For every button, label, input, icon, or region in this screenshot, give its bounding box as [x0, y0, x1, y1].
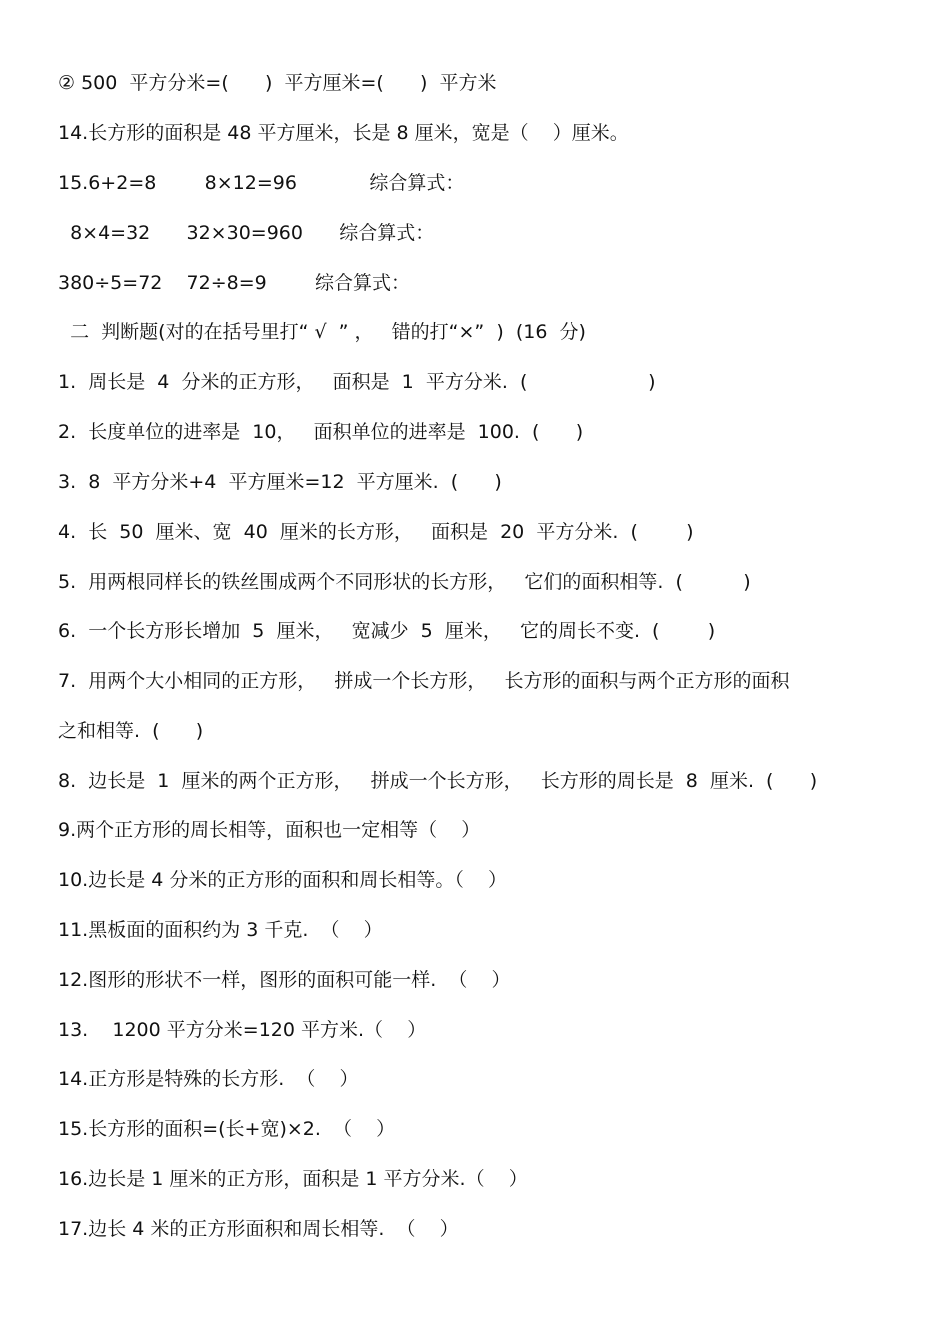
judge-item-2: 2. 长度单位的进率是 10， 面积单位的进率是 100. ( ): [58, 421, 584, 443]
section-2-heading: 二 判断题(对的在括号里打“ √ ” ， 错的打“×” ) (16 分): [58, 321, 586, 343]
question-15-line-2: 8×4=32 32×30=960 综合算式：: [58, 222, 435, 244]
judge-item-11: 11.黑板面的面积约为 3 千克. （ ）: [58, 919, 383, 941]
judge-item-12: 12.图形的形状不一样，图形的面积可能一样. （ ）: [58, 969, 511, 991]
judge-item-15: 15.长方形的面积=(长+宽)×2. （ ）: [58, 1118, 396, 1140]
judge-item-10: 10.边长是 4 分米的正方形的面积和周长相等。（ ）: [58, 869, 508, 891]
judge-item-4: 4. 长 50 厘米、宽 40 厘米的长方形， 面积是 20 平方分米. ( ): [58, 521, 694, 543]
judge-item-5: 5. 用两根同样长的铁丝围成两个不同形状的长方形， 它们的面积相等. ( ): [58, 571, 751, 593]
judge-item-16: 16.边长是 1 厘米的正方形，面积是 1 平方分米.（ ）: [58, 1168, 528, 1190]
judge-item-7: 7. 用两个大小相同的正方形， 拼成一个长方形， 长方形的面积与两个正方形的面积: [58, 670, 790, 692]
judge-item-7-cont: 之和相等. ( ): [58, 720, 204, 742]
judge-item-3: 3. 8 平方分米+4 平方厘米=12 平方厘米. ( ): [58, 471, 502, 493]
judge-item-6: 6. 一个长方形长增加 5 厘米， 宽减少 5 厘米， 它的周长不变. ( ): [58, 620, 716, 642]
question-13-item-2: ② 500 平方分米=( ) 平方厘米=( ) 平方米: [58, 72, 497, 94]
judge-item-1: 1. 周长是 4 分米的正方形， 面积是 1 平方分米. ( ): [58, 371, 656, 393]
question-15-line-1: 15.6+2=8 8×12=96 综合算式：: [58, 172, 465, 194]
question-14-fill: 14.长方形的面积是 48 平方厘米，长是 8 厘米，宽是（ ）厘米。: [58, 122, 629, 144]
judge-item-14: 14.正方形是特殊的长方形. （ ）: [58, 1068, 359, 1090]
judge-item-9: 9.两个正方形的周长相等，面积也一定相等（ ）: [58, 819, 481, 841]
question-15-line-3: 380÷5=72 72÷8=9 综合算式：: [58, 272, 411, 294]
judge-item-8: 8. 边长是 1 厘米的两个正方形， 拼成一个长方形， 长方形的周长是 8 厘米. ( ): [58, 770, 818, 792]
judge-item-17: 17.边长 4 米的正方形面积和周长相等. （ ）: [58, 1218, 459, 1240]
judge-item-13: 13. 1200 平方分米=120 平方米.（ ）: [58, 1019, 427, 1041]
